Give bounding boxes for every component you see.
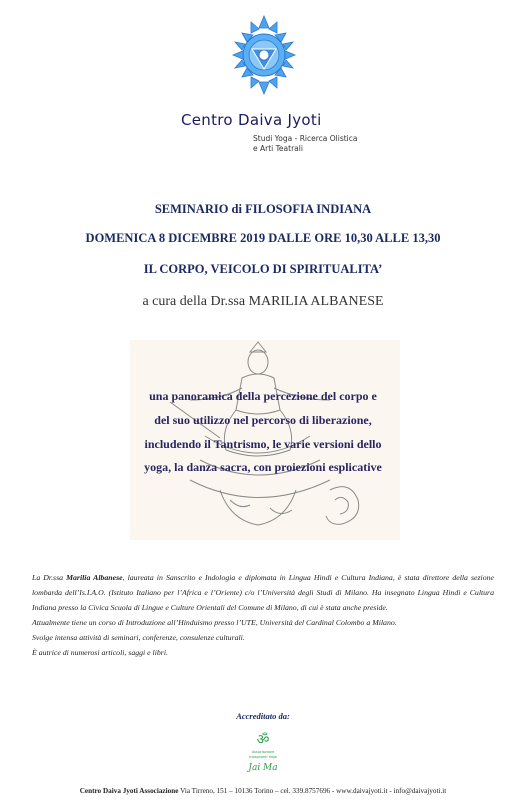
om-association-logo xyxy=(235,728,291,780)
chakra-lotus-icon xyxy=(231,14,297,96)
bio-text: , laureata in Sanscrito e Indologia e diplomata in Lingua Hindi e Cultura Indiana, è stata direttore della sezione lombarda dell’Is.I.A.O. (Istituto Italiano per l’Africa e l’Oriente) c/o l’Università degli Studi di Milano. Ha insegnato Lingua Hindi e Cultura Indiana presso la Civica Scuola di Lingue e Culture Orientali del Comune di Milano, di cui è stata anche preside. xyxy=(32,573,494,612)
accreditation-label: Accreditato da: xyxy=(236,711,290,721)
org-tagline-1: Studi Yoga - Ricerca Olistica xyxy=(253,134,358,143)
footer-org: Centro Daiva Jyoti Associazione xyxy=(79,787,179,795)
event-topic: IL CORPO, VEICOLO DI SPIRITUALITA’ xyxy=(143,262,383,276)
description-line: includendo il Tantrismo, le varie versioni dello xyxy=(144,437,382,451)
biography xyxy=(32,570,494,660)
footer xyxy=(0,787,526,795)
curator-line xyxy=(0,294,526,310)
bio-paragraph: Attualmente tiene un corso di Introduzione all’Hinduismo presso l’UTE, Università del Cardinal Colombo a Milano. xyxy=(32,618,397,627)
assoc-logo-line-2: Insegnanti Yoga xyxy=(249,755,277,759)
bio-paragraph: Svolge intensa attività di seminari, conferenze, consulenze culturali. xyxy=(32,633,245,642)
svg-text:ॐ: ॐ xyxy=(256,732,270,748)
description-line: del suo utilizzo nel percorso di liberazione, xyxy=(154,413,372,427)
org-tagline-2: e Arti Teatrali xyxy=(253,144,303,153)
footer-details: Via Tirreno, 151 – 10136 Torino – cel. 339.8757696 - www.daivajyoti.it - info@daivajyoti.it xyxy=(178,787,447,795)
org-name: Centro Daiva Jyoti xyxy=(181,111,322,129)
bio-name: Marilia Albanese xyxy=(66,573,123,582)
description-line: yoga, la danza sacra, con proiezioni esplicative xyxy=(144,460,382,474)
seminar-title: SEMINARIO di FILOSOFIA INDIANA xyxy=(154,202,372,216)
event-date: DOMENICA 8 DICEMBRE 2019 DALLE ORE 10,30 ALLE 13,30 xyxy=(85,231,441,245)
curator-prefix: a cura della Dr.ssa xyxy=(142,294,249,309)
assoc-logo-line-3: Jai Ma xyxy=(248,763,278,773)
bio-paragraph xyxy=(32,570,494,615)
curator-name: MARILIA ALBANESE xyxy=(248,294,384,309)
assoc-logo-line-1: Associazione xyxy=(251,750,275,754)
bio-paragraph: È autrice di numerosi articoli, saggi e libri. xyxy=(32,648,168,657)
description-line: una panoramica della percezione del corpo e xyxy=(149,389,377,403)
bio-text: La Dr.ssa xyxy=(32,573,67,582)
